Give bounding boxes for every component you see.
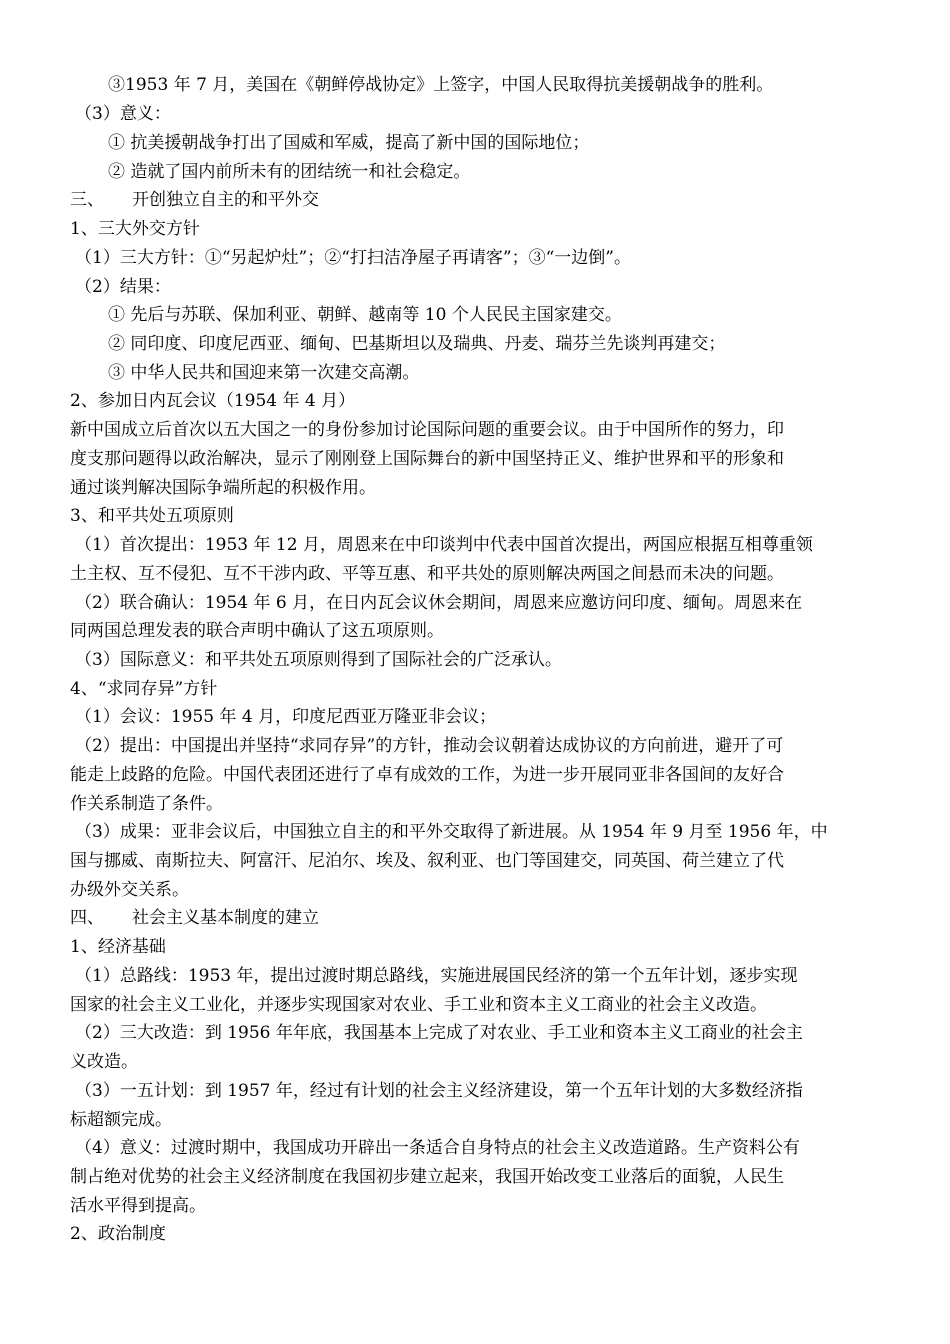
topic-heading: 1、经济基础: [70, 937, 166, 957]
body-line: 土主权、互不侵犯、互不干涉内政、平等互惠、和平共处的原则解决两国之间悬而未决的问题。: [70, 564, 784, 584]
section-number: 三、: [70, 190, 104, 210]
body-line: （1）总路线：1953 年，提出过渡时期总路线，实施进展国民经济的第一个五年计划，逐步实现: [75, 966, 798, 986]
body-line: 制占绝对优势的社会主义经济制度在我国初步建立起来，我国开始改变工业落后的面貌，人民生: [70, 1167, 784, 1187]
list-item: ③ 中华人民共和国迎来第一次建交高潮。: [108, 363, 420, 383]
body-line: 义改造。: [70, 1052, 138, 1072]
list-item: ① 先后与苏联、保加利亚、朝鲜、越南等 10 个人民民主国家建交。: [108, 305, 622, 325]
list-item: ② 造就了国内前所未有的团结统一和社会稳定。: [108, 162, 471, 182]
section-title: 开创独立自主的和平外交: [132, 190, 319, 210]
body-line: 通过谈判解决国际争端所起的积极作用。: [70, 478, 376, 498]
section-heading: [70, 903, 890, 933]
body-line: （2）提出：中国提出并坚持“求同存异”的方针，推动会议朝着达成协议的方向前进，避开了可: [75, 736, 784, 756]
body-line: 国与挪威、南斯拉夫、阿富汗、尼泊尔、埃及、叙利亚、也门等国建交，同英国、荷兰建立了代: [70, 851, 784, 871]
body-line: 新中国成立后首次以五大国之一的身份参加讨论国际问题的重要会议。由于中国所作的努力，印: [70, 420, 784, 440]
body-line: 作关系制造了条件。: [70, 794, 223, 814]
body-line: （1）首次提出：1953 年 12 月，周恩来在中印谈判中代表中国首次提出，两国应根据互相尊重领: [75, 535, 813, 555]
body-line: 标超额完成。: [70, 1110, 172, 1130]
body-line: （3）一五计划：到 1957 年，经过有计划的社会主义经济建设，第一个五年计划的大多数经济指: [75, 1081, 803, 1101]
subsection-heading: （2）结果：: [75, 277, 171, 297]
subsection-heading: （3）意义：: [75, 104, 171, 124]
body-line: （3）成果：亚非会议后，中国独立自主的和平外交取得了新进展。从 1954 年 9 月至 1956 年，中: [75, 822, 828, 842]
topic-heading: 3、和平共处五项原则: [70, 506, 234, 526]
body-line: ③1953 年 7 月，美国在《朝鲜停战协定》上签字，中国人民取得抗美援朝战争的胜利。: [108, 75, 774, 95]
list-item: ② 同印度、印度尼西亚、缅甸、巴基斯坦以及瑞典、丹麦、瑞芬兰先谈判再建交；: [108, 334, 726, 354]
body-line: （1）三大方针：①“另起炉灶”；②“打扫洁净屋子再请客”；③“一边倒”。: [75, 248, 631, 268]
section-number: 四、: [70, 908, 104, 928]
section-heading: [70, 185, 890, 215]
body-line: 能走上歧路的危险。中国代表团还进行了卓有成效的工作，为进一步开展同亚非各国间的友好合: [70, 765, 784, 785]
topic-heading: 1、三大外交方针: [70, 219, 200, 239]
section-title: 社会主义基本制度的建立: [132, 908, 319, 928]
body-line: （3）国际意义：和平共处五项原则得到了国际社会的广泛承认。: [75, 650, 562, 670]
body-line: 度支那问题得以政治解决，显示了刚刚登上国际舞台的新中国坚持正义、维护世界和平的形象和: [70, 449, 784, 469]
topic-heading: 4、“求同存异”方针: [70, 679, 218, 699]
topic-heading: 2、政治制度: [70, 1224, 166, 1244]
body-line: （2）三大改造：到 1956 年年底，我国基本上完成了对农业、手工业和资本主义工商业的社会主: [75, 1023, 803, 1043]
body-line: （1）会议：1955 年 4 月，印度尼西亚万隆亚非会议；: [75, 707, 497, 727]
body-line: 国家的社会主义工业化，并逐步实现国家对农业、手工业和资本主义工商业的社会主义改造。: [70, 995, 767, 1015]
body-line: （4）意义：过渡时期中，我国成功开辟出一条适合自身特点的社会主义改造道路。生产资料公有: [75, 1138, 800, 1158]
body-line: （2）联合确认：1954 年 6 月，在日内瓦会议休会期间，周恩来应邀访问印度、缅甸。周恩来在: [75, 593, 803, 613]
topic-heading: 2、参加日内瓦会议（1954 年 4 月）: [70, 391, 356, 411]
body-line: 同两国总理发表的联合声明中确认了这五项原则。: [70, 621, 444, 641]
body-line: 活水平得到提高。: [70, 1196, 206, 1216]
body-line: 办级外交关系。: [70, 880, 189, 900]
list-item: ① 抗美援朝战争打出了国威和军威，提高了新中国的国际地位；: [108, 133, 590, 153]
